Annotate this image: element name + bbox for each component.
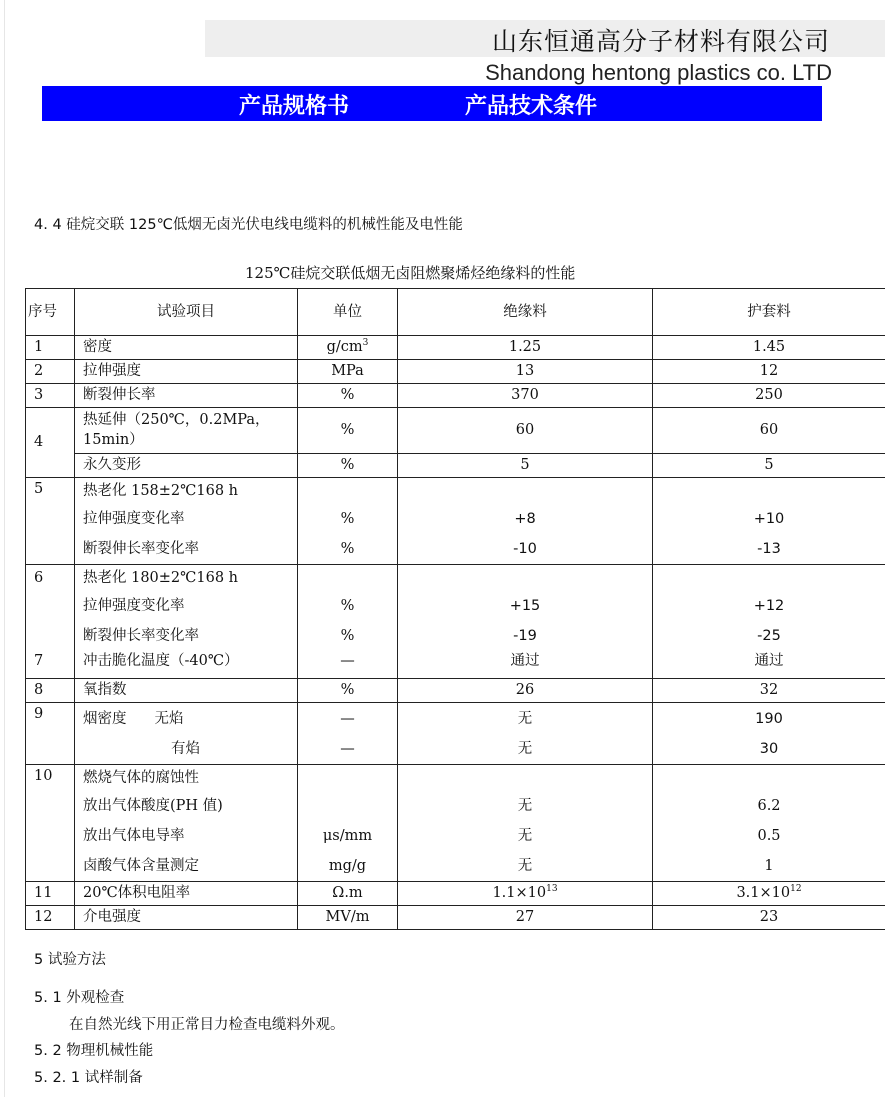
cell-item: 密度	[75, 336, 298, 360]
cell-no: 10	[26, 765, 75, 882]
company-name-en: Shandong hentong plastics co. LTD	[485, 60, 832, 85]
cell-unit: %	[298, 679, 398, 703]
header-jacket: 护套料	[653, 289, 885, 336]
cell-unit: %	[298, 384, 398, 408]
cell-item: 燃烧气体的腐蚀性 放出气体酸度(PH 值) 放出气体电导率 卤酸气体含量测定	[75, 765, 298, 882]
cell-insulation: 370	[398, 384, 653, 408]
header-no: 序号	[26, 289, 75, 336]
cell-item: 烟密度 无焰 有焰	[75, 703, 298, 765]
table-row	[26, 882, 885, 906]
table-row	[26, 478, 885, 565]
cell-insulation: +8 -10	[398, 478, 653, 565]
cell-jacket: 60	[653, 408, 885, 454]
cell-no: 6 7	[26, 565, 75, 679]
cell-insulation: 1.25	[398, 336, 653, 360]
cell-no: 3	[26, 384, 75, 408]
heading-test-methods: 5 试验方法	[34, 952, 106, 968]
cell-insulation: 5	[398, 454, 653, 478]
cell-insulation: 27	[398, 906, 653, 930]
heading-mechanical: 5. 2 物理机械性能	[34, 1043, 154, 1059]
cell-insulation: 无 无	[398, 703, 653, 765]
cell-jacket: 5	[653, 454, 885, 478]
table-row	[26, 703, 885, 765]
table-caption: 125℃硅烷交联低烟无卤阻燃聚烯烃绝缘料的性能	[245, 264, 576, 282]
header-insulation: 绝缘料	[398, 289, 653, 336]
cell-insulation: 无 无 无	[398, 765, 653, 882]
section-heading: 4. 4 硅烷交联 125℃低烟无卤光伏电线电缆料的机械性能及电性能	[34, 217, 463, 233]
cell-no: 9	[26, 703, 75, 765]
cell-unit: $g/cm^3$	[298, 336, 398, 360]
cell-no: 11	[26, 882, 75, 906]
table-row	[26, 565, 885, 679]
table-row	[26, 384, 885, 408]
cell-item: 断裂伸长率	[75, 384, 298, 408]
banner-title-spec: 产品规格书	[239, 94, 350, 119]
header-item: 试验项目	[75, 289, 298, 336]
cell-no: 1	[26, 336, 75, 360]
cell-item: 介电强度	[75, 906, 298, 930]
cell-insulation: $1.1\times 10^{13}$	[398, 882, 653, 906]
cell-insulation: 26	[398, 679, 653, 703]
cell-no: 5	[26, 478, 75, 565]
header-unit: 单位	[298, 289, 398, 336]
properties-table	[25, 288, 885, 930]
cell-jacket: 23	[653, 906, 885, 930]
cell-unit: Ω.m	[298, 882, 398, 906]
cell-item: 拉伸强度	[75, 360, 298, 384]
cell-item: 20℃体积电阻率	[75, 882, 298, 906]
cell-no: 2	[26, 360, 75, 384]
cell-insulation: 13	[398, 360, 653, 384]
cell-no: 8	[26, 679, 75, 703]
banner-title-conditions: 产品技术条件	[465, 94, 598, 119]
cell-unit: %	[298, 454, 398, 478]
cell-jacket: 12	[653, 360, 885, 384]
cell-unit: MV/m	[298, 906, 398, 930]
cell-no: 4	[26, 408, 75, 478]
cell-no: 12	[26, 906, 75, 930]
table-row	[26, 360, 885, 384]
cell-item: 热老化 158±2℃168 h 拉伸强度变化率 断裂伸长率变化率	[75, 478, 298, 565]
paragraph-appearance: 在自然光线下用正常目力检查电缆料外观。	[69, 1017, 345, 1033]
table-row	[26, 906, 885, 930]
cell-jacket: $3.1\times 10^{12}$	[653, 882, 885, 906]
cell-unit: %	[298, 408, 398, 454]
cell-insulation: +15 -19 通过	[398, 565, 653, 679]
table-row	[26, 679, 885, 703]
heading-specimen-prep: 5. 2. 1 试样制备	[34, 1070, 143, 1086]
cell-unit: % % —	[298, 565, 398, 679]
page-edge-rule	[4, 0, 5, 1097]
cell-insulation: 60	[398, 408, 653, 454]
cell-jacket: 1.45	[653, 336, 885, 360]
cell-jacket: +10 -13	[653, 478, 885, 565]
table-row	[26, 765, 885, 882]
company-name-cn: 山东恒通高分子材料有限公司	[491, 27, 830, 56]
cell-item: 热老化 180±2℃168 h 拉伸强度变化率 断裂伸长率变化率 冲击脆化温度（-40℃）	[75, 565, 298, 679]
title-banner	[42, 86, 822, 121]
cell-item: 永久变形	[75, 454, 298, 478]
cell-unit: μs/mm mg/g	[298, 765, 398, 882]
cell-jacket: 190 30	[653, 703, 885, 765]
cell-jacket: +12 -25 通过	[653, 565, 885, 679]
cell-item: 热延伸（250℃，0.2MPa，15min）	[75, 408, 298, 454]
cell-jacket: 6.2 0.5 1	[653, 765, 885, 882]
table-header-row	[26, 289, 885, 336]
table-row	[26, 336, 885, 360]
cell-unit: — —	[298, 703, 398, 765]
cell-unit: MPa	[298, 360, 398, 384]
table-row	[26, 454, 885, 478]
cell-item: 氧指数	[75, 679, 298, 703]
heading-appearance: 5. 1 外观检查	[34, 990, 125, 1006]
cell-jacket: 250	[653, 384, 885, 408]
cell-jacket: 32	[653, 679, 885, 703]
cell-unit: % %	[298, 478, 398, 565]
table-row	[26, 408, 885, 454]
